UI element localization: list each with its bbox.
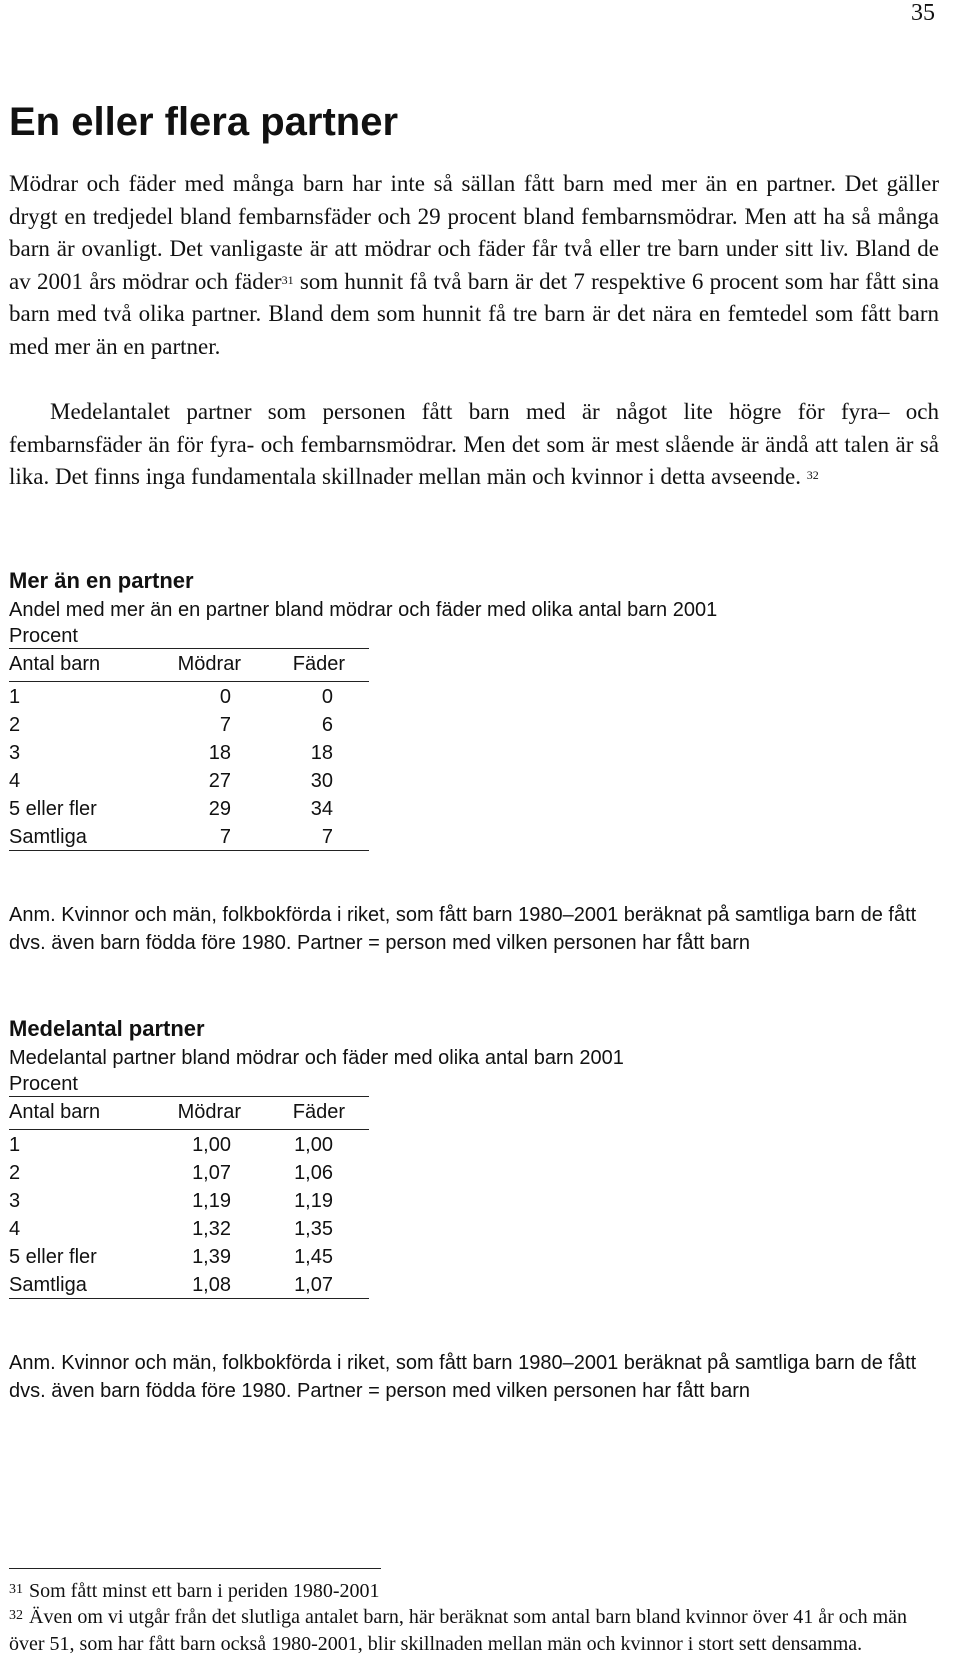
- footnote-number: 32: [9, 1608, 23, 1623]
- table-cell: 1,00: [294, 1134, 333, 1156]
- footnote-ref-32[interactable]: 32: [806, 468, 819, 482]
- table-cell: 0: [321, 686, 333, 708]
- table-cell: 7: [321, 826, 333, 848]
- table2-subtitle: Medelantal partner bland mödrar och fäder med olika antal barn 2001: [9, 1047, 624, 1069]
- paragraph-average-text: Medelantalet partner som personen fått barn med är något lite högre för fyra– och fembarnsfäder än för fyra- och fembarnsmödrar. Men det som är mest slående är ändå att talen är så lika. Det finns inga fundamentala skillnader mellan män och kvinnor i detta avseende.: [9, 399, 939, 489]
- table2-unit: Procent: [9, 1073, 78, 1095]
- table1-unit: Procent: [9, 625, 78, 647]
- table-row: [9, 1130, 369, 1158]
- table1: [9, 648, 369, 851]
- table-cell: 5 eller fler: [9, 798, 97, 820]
- table-cell: 1,08: [192, 1274, 231, 1296]
- footnote-divider: [9, 1568, 381, 1569]
- table1-note: Anm. Kvinnor och män, folkbokförda i riket, som fått barn 1980–2001 beräknat på samtliga barn de fått dvs. även barn födda före 1980. Partner = person med vilken personen har fått barn: [9, 904, 917, 954]
- table-cell: 2: [9, 714, 21, 736]
- table2-header-fader: Fäder: [292, 1101, 345, 1123]
- table1-header-modrar: Mödrar: [177, 653, 241, 675]
- table2: [9, 1096, 369, 1299]
- table2-header-modrar: Mödrar: [177, 1101, 241, 1123]
- table1-header-antal: Antal barn: [9, 653, 101, 675]
- table-row: [9, 1214, 369, 1242]
- footnote-text: Som fått minst ett barn i periden 1980-2001: [29, 1580, 380, 1602]
- table-cell: 7: [219, 826, 231, 848]
- paragraph-intro-text-b: som hunnit få två barn är det 7 respektive 6 procent som har fått sina barn med två olika partner. Bland dem som hunnit få tre barn är det nära en femtedel som fått barn med mer än en partner.: [9, 268, 940, 359]
- table1-subtitle: Andel med mer än en partner bland mödrar och fäder med olika antal barn 2001: [9, 599, 718, 621]
- table-cell: 5 eller fler: [9, 1246, 97, 1268]
- table-cell: 7: [219, 714, 231, 736]
- table-cell: Samtliga: [9, 1274, 87, 1296]
- table-cell: 1: [9, 686, 21, 708]
- table-cell: 6: [321, 714, 333, 736]
- paragraph-intro-text-a: Mödrar och fäder med många barn har inte så sällan fått barn med mer än en partner. Det gäller drygt en tredjedel bland fembarnsfäder och 29 procent bland fembarnsmödrar. Men att ha så många barn är ovanligt. Det vanligaste är att mödrar och fäder får två eller tre barn under sitt liv. Bland de av 2001 års mödrar och fäder: [9, 171, 939, 294]
- table-cell: 1,35: [294, 1218, 333, 1240]
- table-row: [9, 1158, 369, 1186]
- page-number: 35: [911, 0, 935, 26]
- table1-title: Mer än en partner: [9, 568, 194, 593]
- table-row: [9, 738, 369, 766]
- table-cell: Samtliga: [9, 826, 87, 848]
- paragraph-intro: [9, 168, 939, 363]
- table-cell: 27: [208, 770, 231, 792]
- table-row: [9, 1270, 369, 1299]
- footnote-text: Även om vi utgår från det slutliga antalet barn, här beräknat som antal barn bland kvinnor över 41 år och män över 51, som har fått barn också 1980-2001, blir skillnaden mellan män och kvinnor i stort sett densamma.: [9, 1606, 908, 1655]
- table-cell: 1,32: [192, 1218, 231, 1240]
- table-cell: 3: [9, 1190, 21, 1212]
- paragraph-average: [9, 396, 939, 494]
- table-cell: 1,06: [294, 1162, 333, 1184]
- table-cell: 1,00: [192, 1134, 231, 1156]
- table-cell: 18: [310, 742, 333, 764]
- table-cell: 1: [9, 1134, 21, 1156]
- table-cell: 29: [208, 798, 231, 820]
- table-cell: 1,19: [192, 1190, 231, 1212]
- table-cell: 0: [219, 686, 231, 708]
- page-heading: En eller flera partner: [9, 100, 399, 144]
- footnote-31: [9, 1578, 944, 1605]
- table-cell: 1,45: [294, 1246, 333, 1268]
- table2-title: Medelantal partner: [9, 1016, 205, 1041]
- table-cell: 1,07: [192, 1162, 231, 1184]
- table-cell: 2: [9, 1162, 21, 1184]
- table1-header-row: [9, 648, 369, 682]
- table-row: [9, 766, 369, 794]
- table-cell: 4: [9, 770, 21, 792]
- table-cell: 30: [310, 770, 333, 792]
- table-row: [9, 822, 369, 851]
- table-row: [9, 1242, 369, 1270]
- table1-header-fader: Fäder: [292, 653, 345, 675]
- table-row: [9, 794, 369, 822]
- table-cell: 4: [9, 1218, 21, 1240]
- table-cell: 1,19: [294, 1190, 333, 1212]
- table-row: [9, 682, 369, 710]
- table-row: [9, 710, 369, 738]
- table-row: [9, 1186, 369, 1214]
- table-cell: 1,07: [294, 1274, 333, 1296]
- footnote-number: 31: [9, 1582, 23, 1597]
- footnote-ref-31[interactable]: 31: [281, 272, 294, 287]
- table-cell: 34: [310, 798, 333, 820]
- table-cell: 1,39: [192, 1246, 231, 1268]
- table2-header-row: [9, 1096, 369, 1130]
- footnote-32: [9, 1604, 944, 1658]
- table-cell: 3: [9, 742, 21, 764]
- table-cell: 18: [208, 742, 231, 764]
- table2-note: Anm. Kvinnor och män, folkbokförda i riket, som fått barn 1980–2001 beräknat på samtliga barn de fått dvs. även barn födda före 1980. Partner = person med vilken personen har fått barn: [9, 1352, 917, 1402]
- table2-header-antal: Antal barn: [9, 1101, 101, 1123]
